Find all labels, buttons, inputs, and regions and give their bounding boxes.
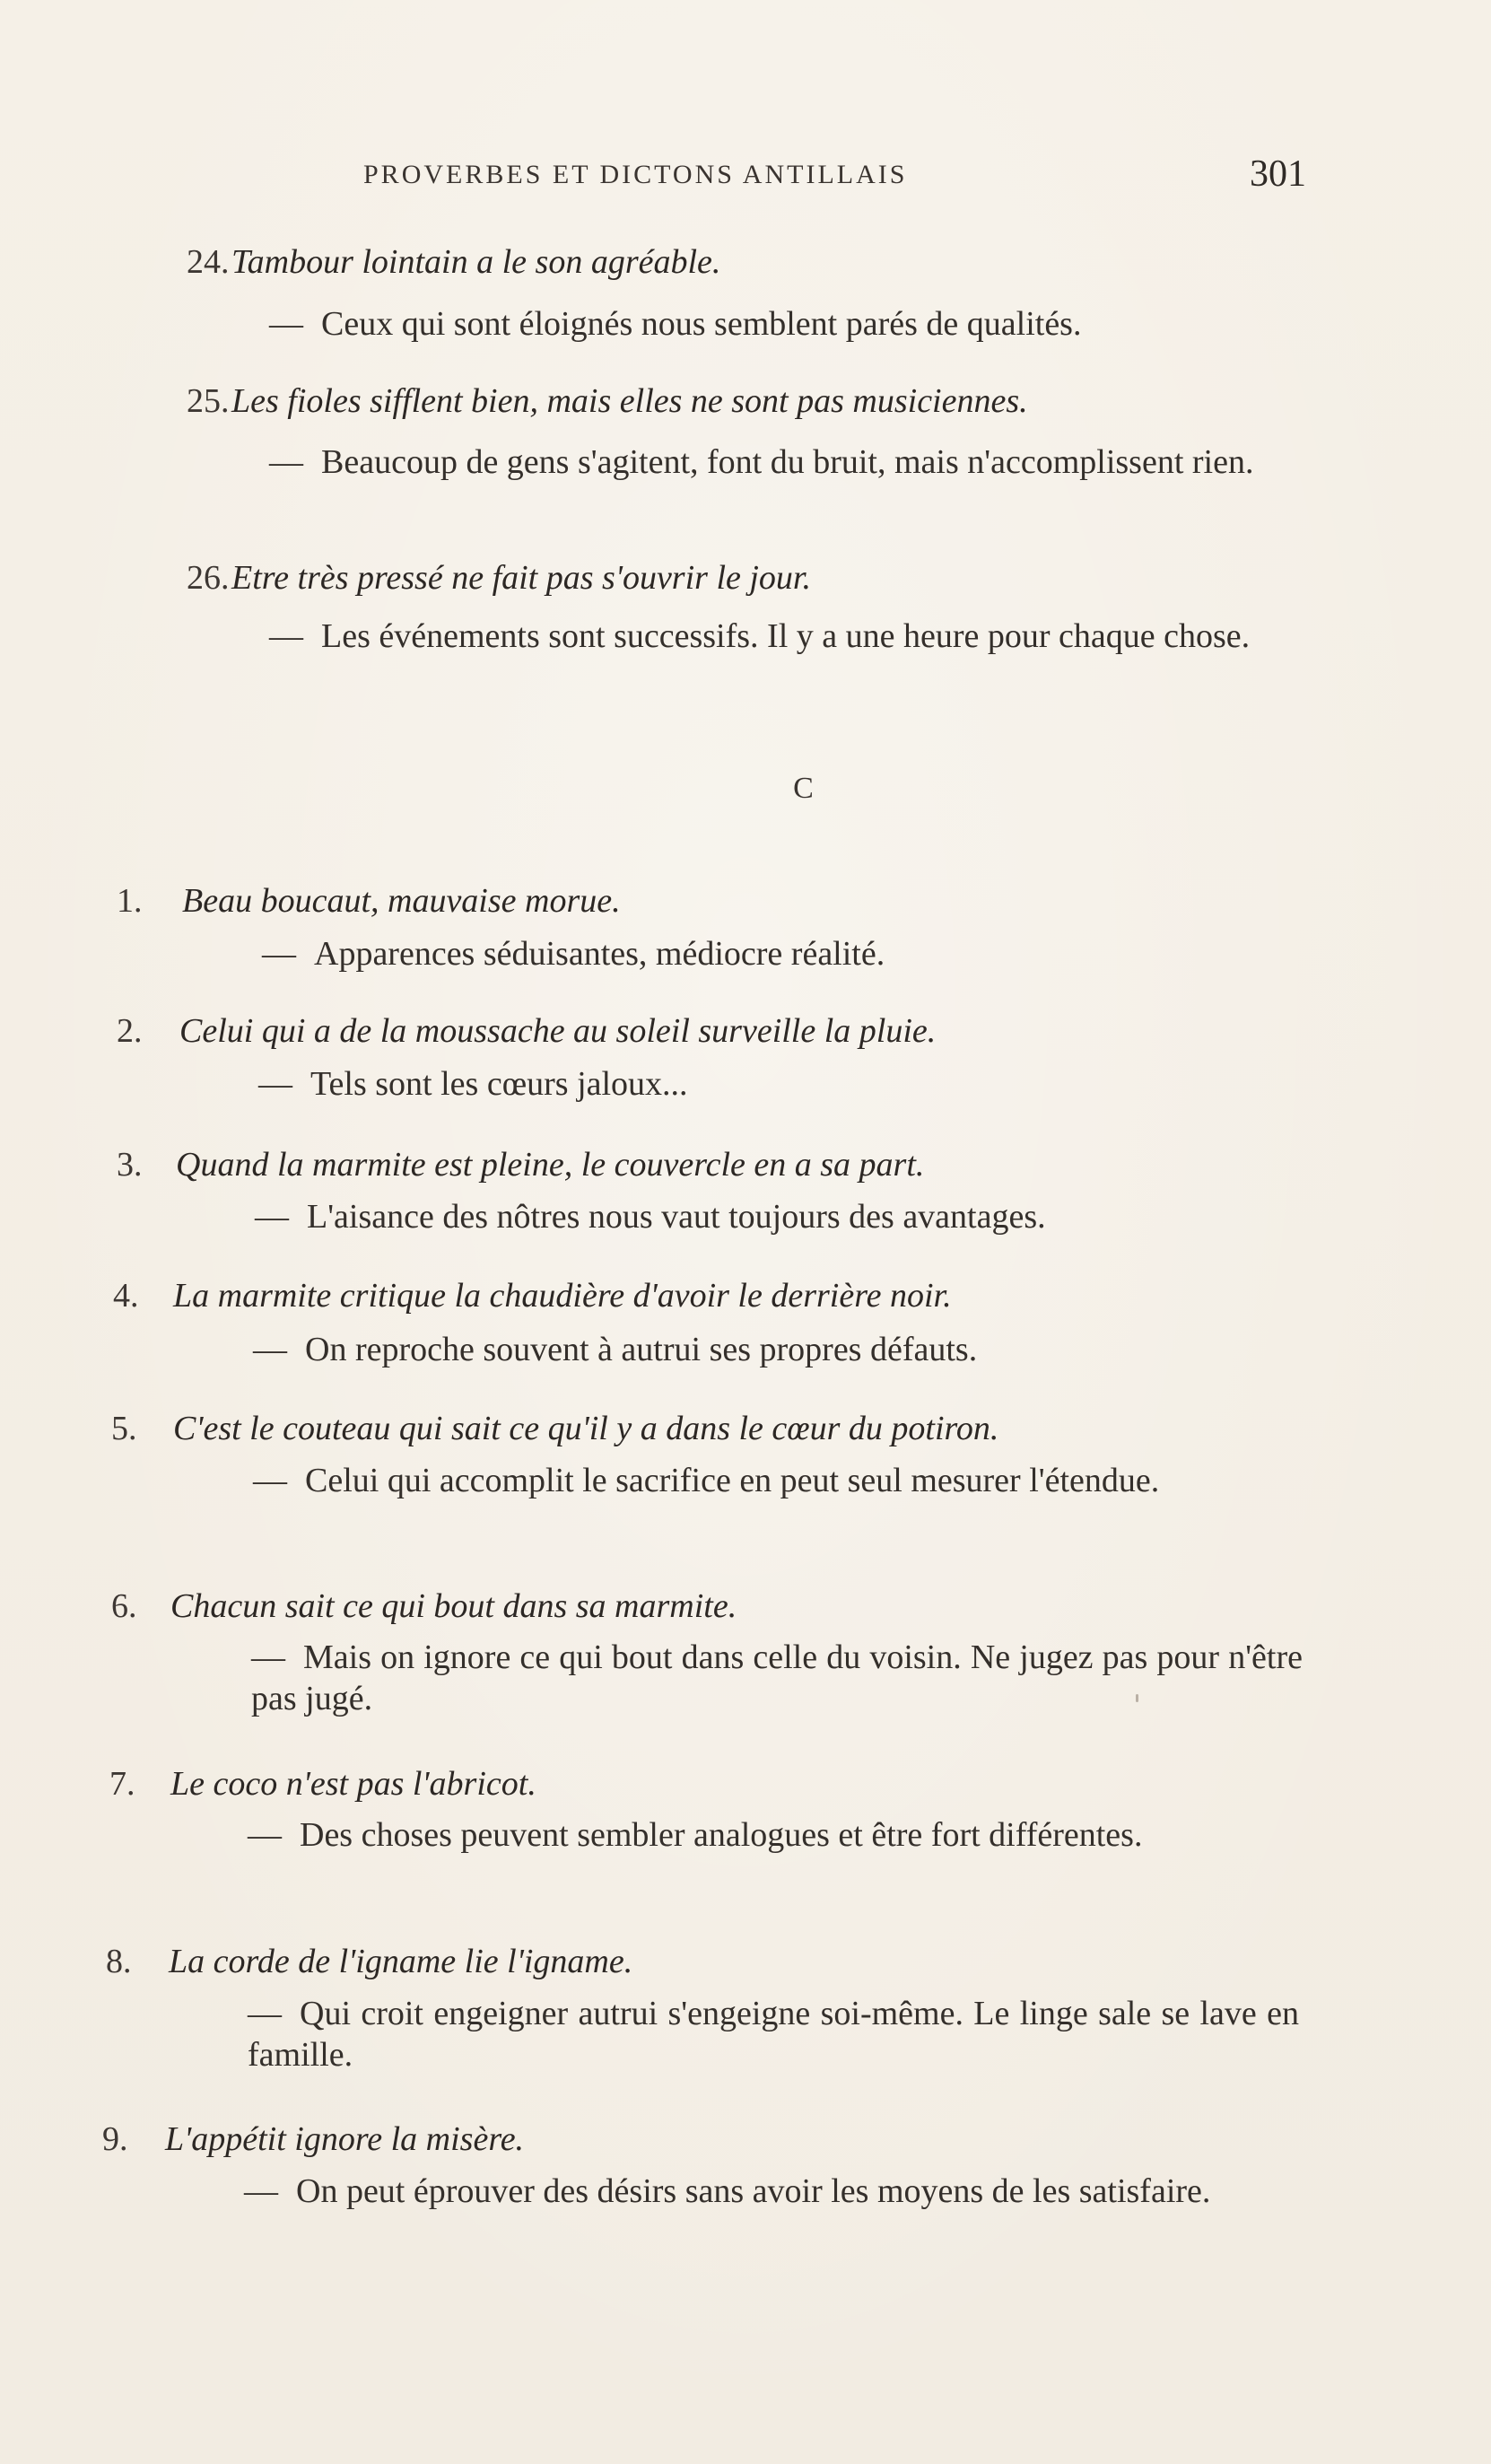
entry-number: 6. xyxy=(111,1587,137,1625)
entry-number: 3. xyxy=(117,1146,143,1184)
entry-number: 25. xyxy=(187,382,230,420)
gloss-dash: — xyxy=(269,617,303,655)
gloss-body: Qui croit engeigner autrui s'engeigne soi-même. Le linge sale se lave en famille. xyxy=(248,1995,1299,2074)
gloss-body: Ceux qui sont éloignés nous semblent parés de qualités. xyxy=(321,305,1082,343)
gloss-dash: — xyxy=(253,1462,287,1499)
gloss-text xyxy=(253,1329,1303,1370)
entry-number: 9. xyxy=(102,2120,128,2158)
gloss-dash: — xyxy=(248,1816,282,1854)
entry-number: 7. xyxy=(109,1765,135,1803)
proverb-text: La marmite critique la chaudière d'avoir le derrière noir. xyxy=(173,1277,952,1315)
gloss-body: Celui qui accomplit le sacrifice en peut seul mesurer l'étendue. xyxy=(305,1462,1160,1499)
proverb-text: Les fioles sifflent bien, mais elles ne sont pas musiciennes. xyxy=(231,382,1028,420)
gloss-text xyxy=(244,2171,1299,2212)
gloss-text xyxy=(269,616,1312,657)
gloss-text xyxy=(253,1460,1303,1501)
gloss-text xyxy=(269,441,1312,483)
proverb-text: Beau boucaut, mauvaise morue. xyxy=(182,882,621,920)
gloss-body: L'aisance des nôtres nous vaut toujours des avantages. xyxy=(307,1198,1046,1236)
gloss-text xyxy=(269,303,1312,345)
gloss-text xyxy=(248,1993,1299,2075)
gloss-dash: — xyxy=(269,305,303,343)
proverb-text: Celui qui a de la moussache au soleil surveille la pluie. xyxy=(179,1012,937,1050)
gloss-dash: — xyxy=(258,1065,292,1103)
entry-number: 1. xyxy=(117,882,143,920)
gloss-text xyxy=(255,1196,1304,1237)
page-number: 301 xyxy=(1250,153,1306,195)
entry-number: 2. xyxy=(117,1012,143,1050)
proverb-text: La corde de l'igname lie l'igname. xyxy=(169,1943,633,1980)
proverb-text: Le coco n'est pas l'abricot. xyxy=(170,1765,536,1803)
entry-number: 26. xyxy=(187,559,230,597)
gloss-text xyxy=(251,1637,1303,1719)
proverb-text: Tambour lointain a le son agréable. xyxy=(231,243,721,281)
gloss-text xyxy=(258,1063,1308,1105)
gloss-body: Tels sont les cœurs jaloux... xyxy=(310,1065,688,1103)
proverb-text: C'est le couteau qui sait ce qu'il y a dans le cœur du potiron. xyxy=(173,1410,999,1447)
proverb-text: Quand la marmite est pleine, le couvercle en a sa part. xyxy=(176,1146,925,1184)
entry-number: 24. xyxy=(187,243,230,281)
entry-number: 8. xyxy=(106,1943,132,1980)
gloss-text xyxy=(262,933,1312,974)
gloss-dash: — xyxy=(255,1198,289,1236)
proverb-text: L'appétit ignore la misère. xyxy=(165,2120,525,2158)
gloss-dash: — xyxy=(251,1638,285,1676)
gloss-body: Des choses peuvent sembler analogues et être fort différentes. xyxy=(300,1816,1143,1854)
gloss-dash: — xyxy=(248,1995,282,2032)
entry-number: 5. xyxy=(111,1410,137,1447)
gloss-body: On peut éprouver des désirs sans avoir les moyens de les satisfaire. xyxy=(296,2172,1211,2210)
gloss-body: Beaucoup de gens s'agitent, font du bruit, mais n'accomplissent rien. xyxy=(321,443,1254,481)
paper-speck xyxy=(1136,1694,1138,1702)
gloss-body: Mais on ignore ce qui bout dans celle du voisin. Ne jugez pas pour n'être pas jugé. xyxy=(251,1638,1303,1717)
proverb-text: Chacun sait ce qui bout dans sa marmite. xyxy=(170,1587,737,1625)
gloss-text xyxy=(248,1814,1303,1856)
gloss-dash: — xyxy=(244,2172,278,2210)
gloss-body: Apparences séduisantes, médiocre réalité. xyxy=(314,935,885,973)
section-heading: C xyxy=(793,772,815,805)
gloss-body: On reproche souvent à autrui ses propres défauts. xyxy=(305,1331,978,1368)
gloss-dash: — xyxy=(262,935,296,973)
entry-number: 4. xyxy=(113,1277,139,1315)
gloss-body: Les événements sont successifs. Il y a une heure pour chaque chose. xyxy=(321,617,1251,655)
gloss-dash: — xyxy=(253,1331,287,1368)
running-title: PROVERBES ET DICTONS ANTILLAIS xyxy=(363,160,908,189)
gloss-dash: — xyxy=(269,443,303,481)
proverb-text: Etre très pressé ne fait pas s'ouvrir le jour. xyxy=(231,559,811,597)
